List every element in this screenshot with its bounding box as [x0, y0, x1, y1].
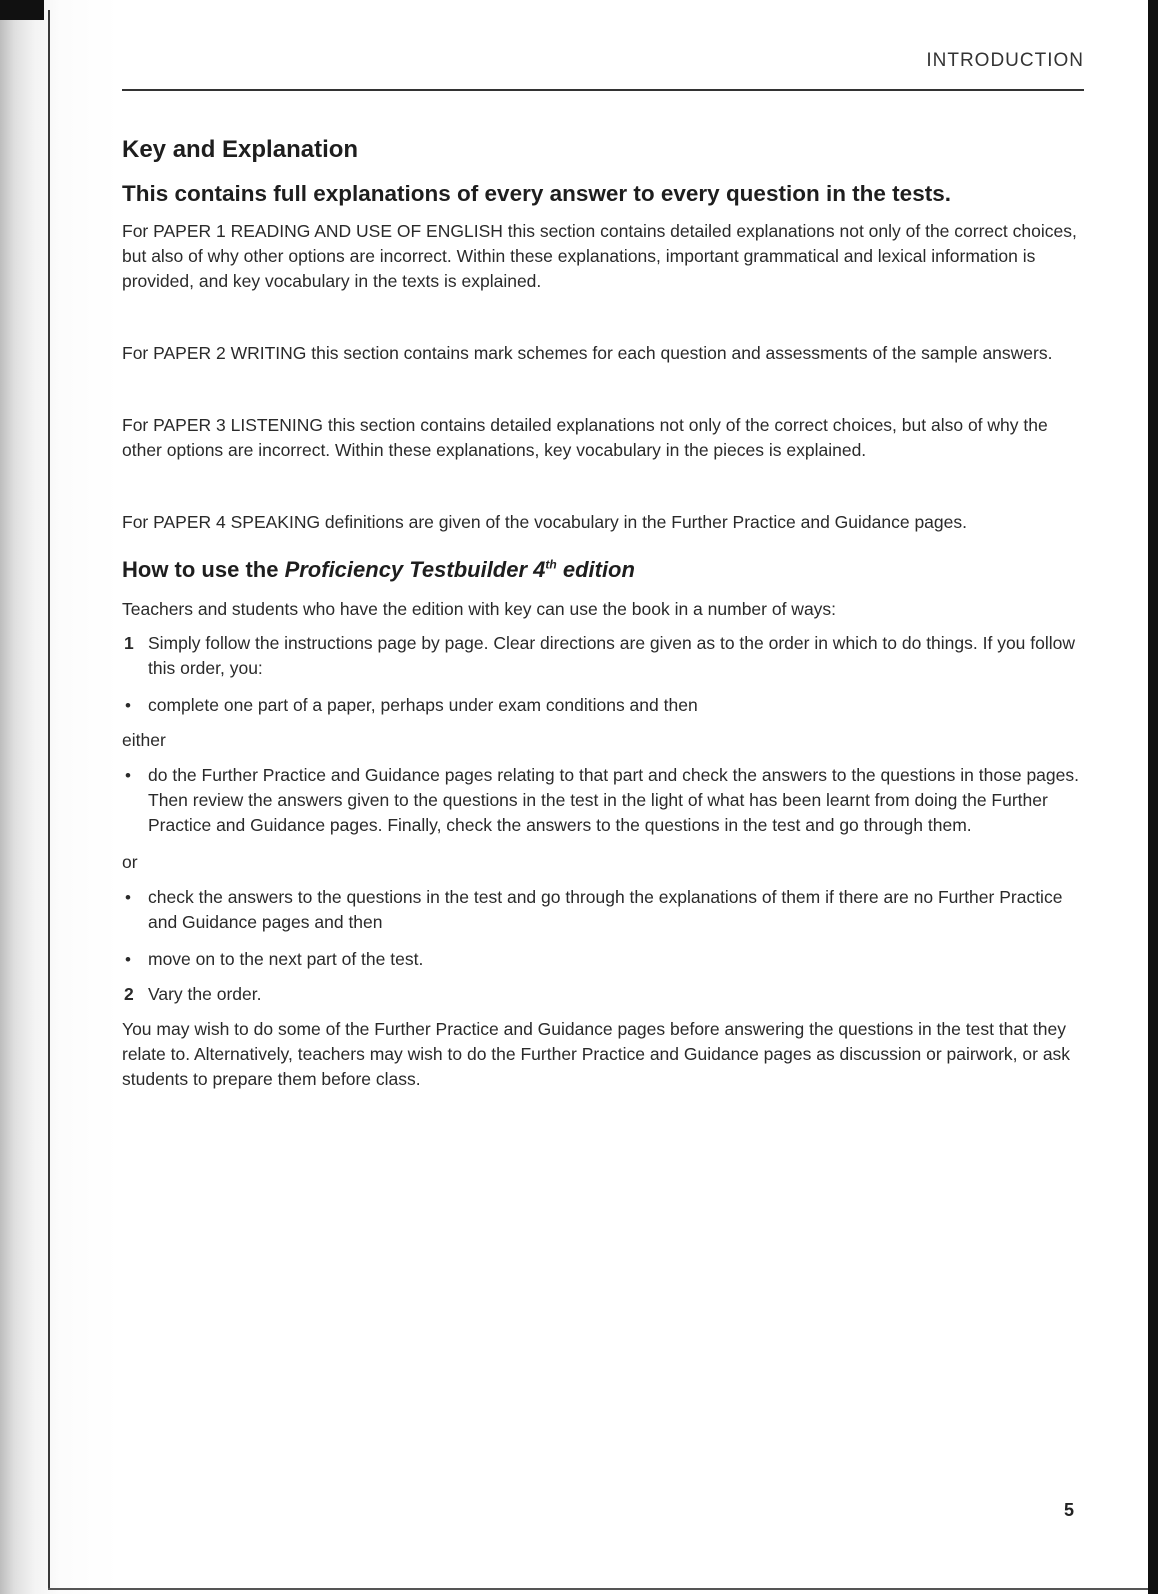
page-edge-line: [48, 10, 50, 1590]
page-content: [122, 136, 1082, 1092]
paragraph-paper-1: For PAPER 1 READING AND USE OF ENGLISH this section contains detailed explanations not only of the correct choices, but also of why other options are incorrect. Within these explanations, important grammatical and lexical information is provided, and key vocabulary in the texts is explained.: [122, 221, 1077, 291]
bullet-text-a: complete one part of a paper, perhaps under exam conditions and then: [148, 695, 698, 715]
scan-edge-right: [1148, 0, 1158, 1594]
bullet-item: [122, 693, 1082, 718]
bullet-text-b: do the Further Practice and Guidance pages relating to that part and check the answers to the questions in those pages. Then review the answers given to the questions in the test in the light of what has been learnt from doing the Further Practice and Guidance pages. Finally, check the answers to the questions in the test and go through them.: [148, 765, 1079, 835]
page-number: 5: [1063, 1500, 1074, 1520]
paragraph-paper-3: For PAPER 3 LISTENING this section contains detailed explanations not only of the correct choices, but also of why the other options are incorrect. Within these explanations, key vocabulary in the pieces is explained.: [122, 415, 1048, 460]
howto-title-suffix: edition: [556, 557, 635, 582]
or-label: or: [122, 852, 138, 872]
section-subtitle: This contains full explanations of every answer to every question in the tests.: [122, 181, 951, 206]
step-1: [122, 631, 1082, 681]
either-label: either: [122, 730, 166, 750]
step-2-text: Vary the order.: [148, 984, 262, 1004]
howto-title: [122, 557, 1082, 583]
bullet-icon: •: [125, 766, 131, 785]
bullet-text-c: check the answers to the questions in the test and go through the explanations of them if there are no Further Practice and Guidance pages and then: [148, 887, 1063, 932]
step-1-number: 1: [124, 633, 134, 653]
bullet-item: [122, 763, 1082, 838]
paragraph-paper-2: For PAPER 2 WRITING this section contains mark schemes for each question and assessments of the sample answers.: [122, 343, 1053, 363]
howto-title-prefix: How to use the: [122, 557, 285, 582]
bullet-item: [122, 885, 1082, 935]
section-title: Key and Explanation: [122, 136, 359, 163]
bullet-icon: •: [125, 888, 131, 907]
header-rule: [122, 89, 1084, 91]
bullet-icon: •: [125, 696, 131, 715]
howto-intro: Teachers and students who have the edition with key can use the book in a number of ways:: [122, 599, 837, 619]
step-2-number: 2: [124, 984, 134, 1004]
howto-title-italic: Proficiency Testbuilder 4: [284, 557, 546, 582]
howto-title-sup: th: [545, 557, 557, 572]
scan-shadow-top: [0, 0, 44, 20]
bullet-item: [122, 947, 1082, 972]
running-head: INTRODUCTION: [926, 50, 1084, 71]
howto-title-book: [285, 557, 635, 582]
step-2: [122, 982, 1082, 1007]
step-1-text: Simply follow the instructions page by page. Clear directions are given as to the order in which to do things. If you follow this order, you:: [148, 633, 1076, 678]
bullet-text-d: move on to the next part of the test.: [148, 949, 424, 969]
bullet-icon: •: [125, 950, 131, 969]
paragraph-paper-4: For PAPER 4 SPEAKING definitions are given of the vocabulary in the Further Practice and Guidance pages.: [122, 512, 967, 532]
closing-paragraph: You may wish to do some of the Further Practice and Guidance pages before answering the questions in the test that they relate to. Alternatively, teachers may wish to do the Further Practice and Guidance pages as discussion or pairwork, or ask students to prepare them before class.: [122, 1019, 1071, 1089]
page-edge-bottom: [48, 1588, 1148, 1590]
